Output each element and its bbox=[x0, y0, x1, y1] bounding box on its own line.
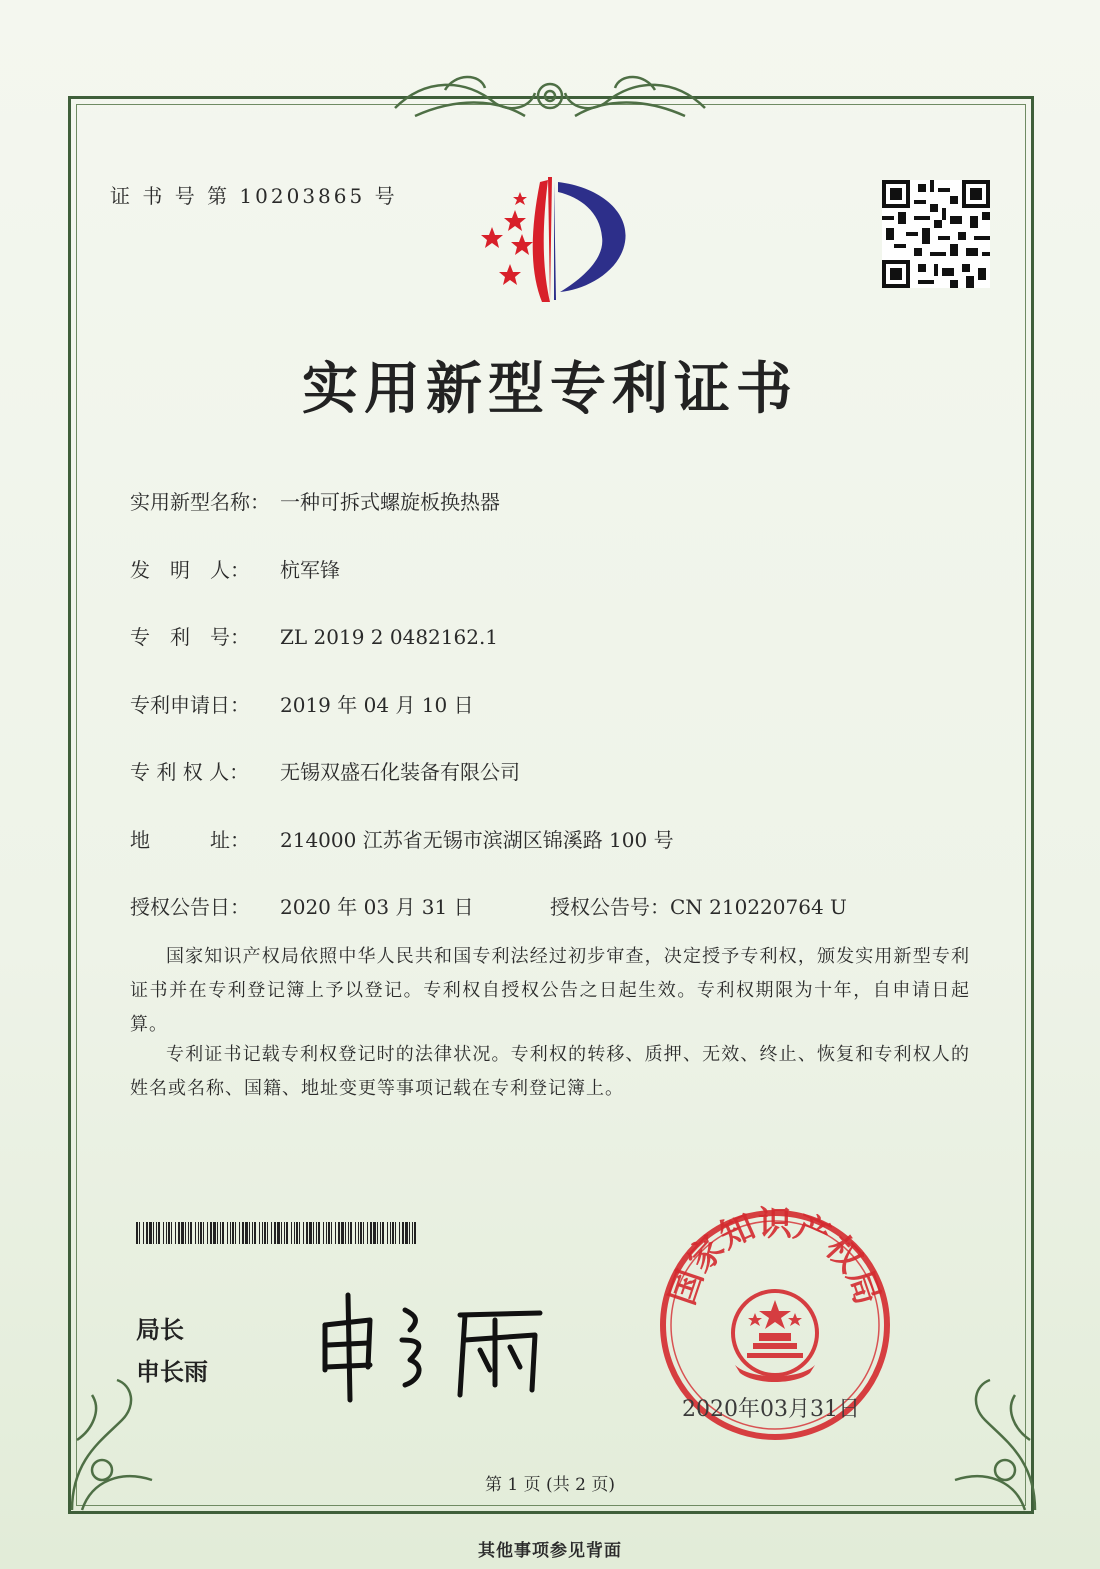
field-value: 无锡双盛石化装备有限公司 bbox=[280, 760, 520, 784]
field-label: 专 利 权 人： bbox=[130, 760, 250, 784]
field-label: 实用新型名称： bbox=[130, 490, 270, 514]
field-value: ZL 2019 2 0482162.1 bbox=[280, 625, 499, 649]
director-name: 申长雨 bbox=[136, 1358, 208, 1386]
qr-code-icon bbox=[882, 180, 990, 288]
field-inventor bbox=[130, 554, 340, 583]
field-label: 地 址： bbox=[130, 828, 250, 852]
bottom-right-ornament-icon bbox=[935, 1360, 1045, 1520]
field-patent-number bbox=[130, 621, 498, 650]
field-filing-date bbox=[130, 689, 474, 718]
field-label: 专 利 号： bbox=[130, 625, 250, 649]
seal-date: 2020年03月31日 bbox=[682, 1397, 860, 1422]
field-value: 214000 江苏省无锡市滨湖区锦溪路 100 号 bbox=[280, 828, 674, 852]
field-value: 2020 年 03 月 31 日 bbox=[280, 895, 474, 919]
statement-paragraph: 专利证书记载专利权登记时的法律状况。专利权的转移、质押、无效、终止、恢复和专利权人的姓名或名称、国籍、地址变更等事项记载在专利登记簿上。 bbox=[130, 1044, 970, 1099]
field-address bbox=[130, 824, 674, 853]
footer-note: 其他事项参见背面 bbox=[478, 1541, 622, 1561]
patent-office-logo-icon bbox=[470, 172, 640, 307]
certificate-title: 实用新型专利证书 bbox=[302, 356, 798, 422]
barcode-icon bbox=[136, 1222, 416, 1244]
field-value: 杭军锋 bbox=[280, 558, 340, 582]
seal-text: 国家知识产权局 bbox=[662, 1205, 888, 1310]
field-label: 专利申请日： bbox=[130, 693, 250, 717]
page-number: 第 1 页 (共 2 页) bbox=[485, 1475, 615, 1495]
certificate-number: 证 书 号 第 10203865 号 bbox=[110, 184, 398, 208]
field-value: 2019 年 04 月 10 日 bbox=[280, 693, 474, 717]
field-patentee bbox=[130, 756, 520, 785]
field-value: 一种可拆式螺旋板换热器 bbox=[280, 490, 500, 514]
field-label: 发 明 人： bbox=[130, 558, 250, 582]
director-signature-icon bbox=[310, 1285, 560, 1405]
field-publication-number bbox=[550, 891, 847, 920]
svg-text:国家知识产权局 bbox=[662, 1205, 887, 1310]
statement-paragraph: 国家知识产权局依照中华人民共和国专利法经过初步审查，决定授予专利权，颁发实用新型专利证书并在专利登记簿上予以登记。专利权自授权公告之日起生效。专利权期限为十年，自申请日起算。 bbox=[130, 946, 970, 1035]
director-title: 局长 bbox=[136, 1316, 184, 1344]
field-value: CN 210220764 U bbox=[670, 895, 847, 919]
top-ornament-icon bbox=[385, 68, 715, 126]
field-label: 授权公告号： bbox=[550, 895, 670, 919]
field-label: 授权公告日： bbox=[130, 895, 250, 919]
field-utility-model-name bbox=[130, 486, 500, 515]
field-publication-date bbox=[130, 891, 474, 920]
